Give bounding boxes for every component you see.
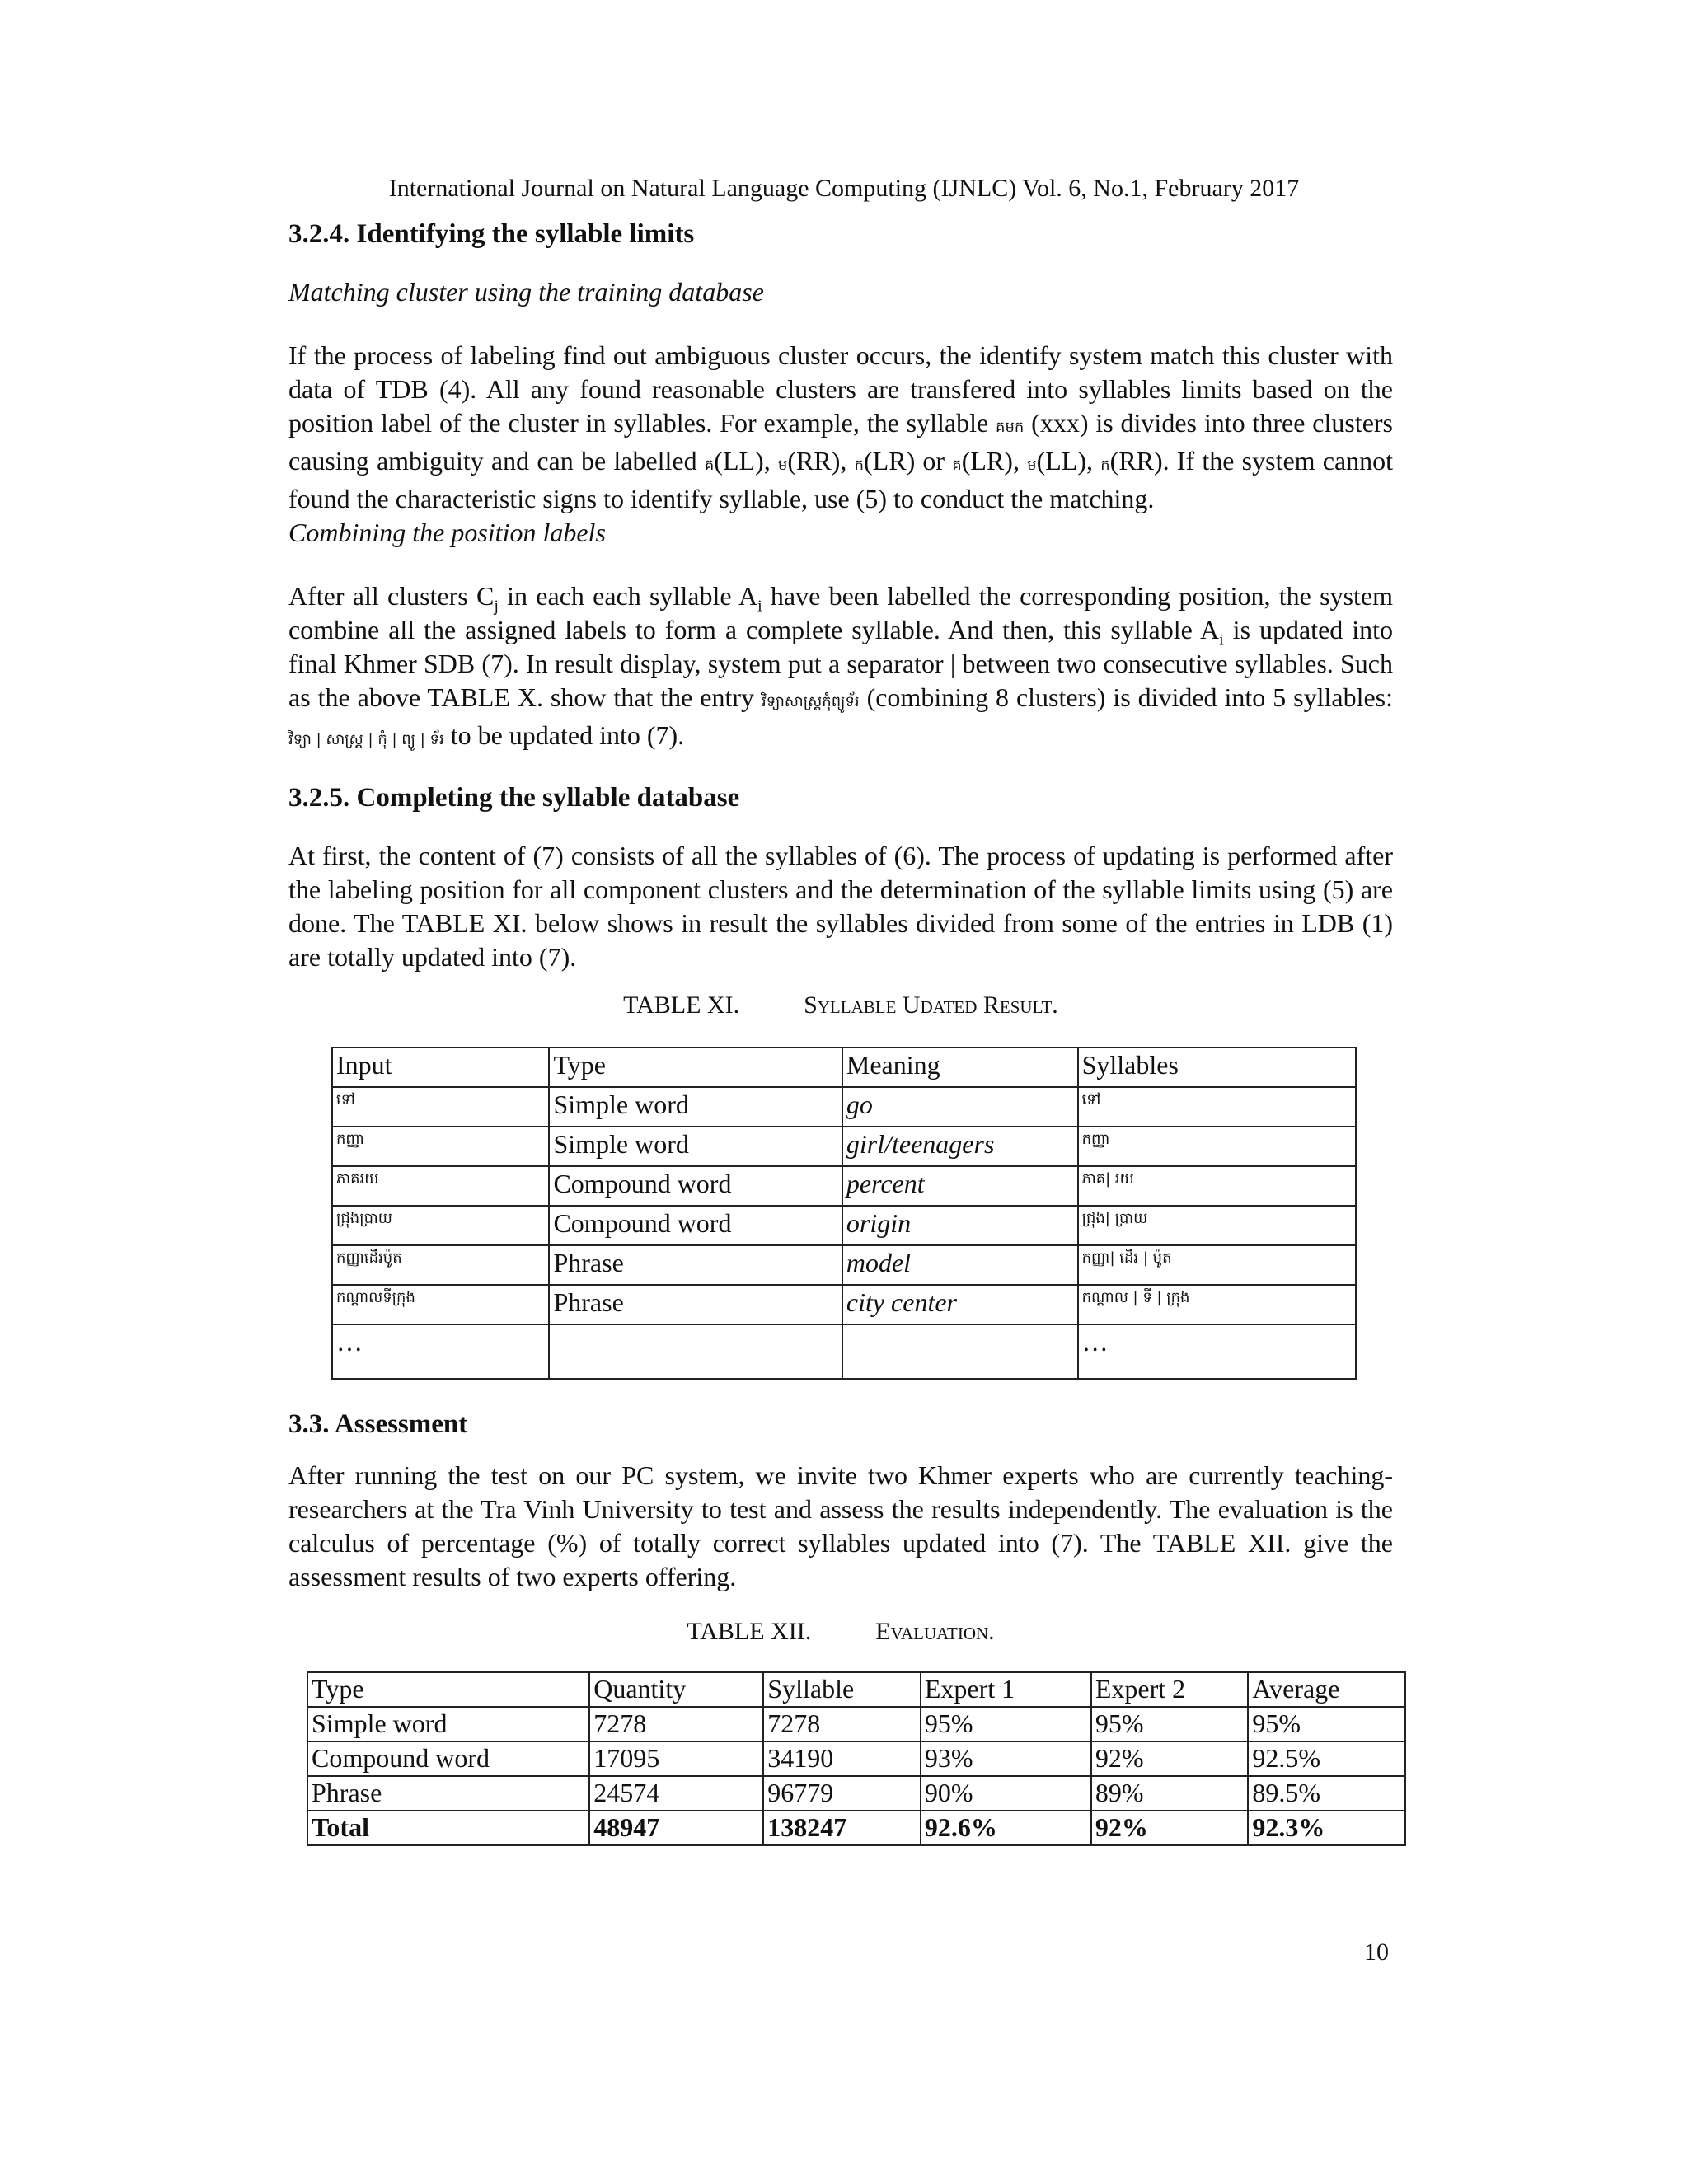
type-cell: Simple word xyxy=(549,1127,842,1166)
input-cell: ជ្រុងប្រាយ xyxy=(332,1206,549,1245)
table-row xyxy=(332,1206,1356,1245)
type-cell: Compound word xyxy=(549,1166,842,1206)
table-row xyxy=(332,1285,1356,1324)
syllable-cell: 96779 xyxy=(763,1776,921,1811)
section-3-2-4-title: 3.2.4. Identifying the syllable limits xyxy=(288,219,695,249)
expert-2-cell: 95% xyxy=(1091,1707,1249,1741)
syllables-cell: កញ្ញា| ដើរ | ម៉ូត xyxy=(1078,1245,1356,1285)
table-row xyxy=(307,1776,1405,1811)
average-cell: 92.3% xyxy=(1248,1811,1405,1845)
meaning-cell: percent xyxy=(842,1166,1078,1206)
syllable-cell: 7278 xyxy=(763,1707,921,1741)
expert-1-cell: 95% xyxy=(921,1707,1091,1741)
type-cell: Compound word xyxy=(307,1741,589,1776)
table-12 xyxy=(307,1671,1406,1846)
type-cell: Total xyxy=(307,1811,589,1845)
table-header-cell: Syllable xyxy=(763,1672,921,1707)
syllables-cell: កណ្តាល | ទី | ក្រុង xyxy=(1078,1285,1356,1324)
meaning-cell xyxy=(842,1324,1078,1379)
type-cell: Compound word xyxy=(549,1206,842,1245)
table-header-cell: Average xyxy=(1248,1672,1405,1707)
table-header-cell: Type xyxy=(307,1672,589,1707)
table-11-caption: TABLE XI. Syllable Udated Result. xyxy=(623,991,1058,1019)
expert-2-cell: 89% xyxy=(1091,1776,1249,1811)
syllable-cell: 138247 xyxy=(763,1811,921,1845)
page-number: 10 xyxy=(1364,1938,1389,1966)
input-cell: ភាគរយ xyxy=(332,1166,549,1206)
quantity-cell: 17095 xyxy=(589,1741,763,1776)
table-header-cell: Quantity xyxy=(589,1672,763,1707)
input-cell: កញ្ញា xyxy=(332,1127,549,1166)
syllables-cell: ភាគ| រយ xyxy=(1078,1166,1356,1206)
page-content xyxy=(288,216,1393,1846)
table-12-caption: TABLE XII. Evaluation. xyxy=(687,1618,995,1645)
syllables-cell: កញ្ញា xyxy=(1078,1127,1356,1166)
meaning-cell: girl/teenagers xyxy=(842,1127,1078,1166)
syllable-cell: 34190 xyxy=(763,1741,921,1776)
type-cell: Phrase xyxy=(307,1776,589,1811)
table-11 xyxy=(331,1047,1357,1380)
section-3-2-5-title: 3.2.5. Completing the syllable database xyxy=(288,783,740,813)
table-header-cell: Type xyxy=(549,1047,842,1087)
expert-1-cell: 93% xyxy=(921,1741,1091,1776)
type-cell: Phrase xyxy=(549,1285,842,1324)
meaning-cell: origin xyxy=(842,1206,1078,1245)
syllables-cell: … xyxy=(1078,1324,1356,1379)
meaning-cell: model xyxy=(842,1245,1078,1285)
quantity-cell: 48947 xyxy=(589,1811,763,1845)
expert-2-cell: 92% xyxy=(1091,1741,1249,1776)
input-cell: កណ្តាលទីក្រុង xyxy=(332,1285,549,1324)
input-cell: ទៅ xyxy=(332,1087,549,1127)
input-cell: កញ្ញាដើរម៉ូត xyxy=(332,1245,549,1285)
table-header-cell: Expert 2 xyxy=(1091,1672,1249,1707)
subsection-matching-cluster: Matching cluster using the training database xyxy=(288,277,764,307)
paragraph-assessment: After running the test on our PC system, we invite two Khmer experts who are currently teaching-researchers at the Tra Vinh University to test and assess the results independently. The evaluation is the calculus of percentage (%) of totally correct syllables updated into (7). The TABLE XII. give the assessment results of two experts offering. xyxy=(288,1460,1393,1591)
quantity-cell: 7278 xyxy=(589,1707,763,1741)
table-header-cell: Expert 1 xyxy=(921,1672,1091,1707)
type-cell xyxy=(549,1324,842,1379)
table-row xyxy=(332,1166,1356,1206)
table-row xyxy=(332,1245,1356,1285)
table-total-row xyxy=(307,1811,1405,1845)
table-row xyxy=(307,1707,1405,1741)
quantity-cell: 24574 xyxy=(589,1776,763,1811)
syllables-cell: ជ្រុង| ប្រាយ xyxy=(1078,1206,1356,1245)
table-12-header xyxy=(307,1672,1405,1707)
average-cell: 89.5% xyxy=(1248,1776,1405,1811)
paragraph-completing: At first, the content of (7) consists of all the syllables of (6). The process of updating is performed after the labeling position for all component clusters and the determination of the syllable limits using (5) are done. The TABLE XI. below shows in result the syllables divided from some of the entries in LDB (1) are totally updated into (7). xyxy=(288,841,1393,972)
meaning-cell: city center xyxy=(842,1285,1078,1324)
meaning-cell: go xyxy=(842,1087,1078,1127)
section-3-3-title: 3.3. Assessment xyxy=(288,1409,468,1439)
table-row xyxy=(332,1087,1356,1127)
table-header-cell: Input xyxy=(332,1047,549,1087)
table-header-cell: Meaning xyxy=(842,1047,1078,1087)
syllables-cell: ទៅ xyxy=(1078,1087,1356,1127)
type-cell: Simple word xyxy=(549,1087,842,1127)
paragraph-combining: After all clusters $C_j$ in each each syllable $A_i$ have been labelled the corresponding position, the system combine all the assigned labels to form a complete syllable. And then, this syllable $A_i$ is updated into final Khmer SDB (7). In result display, system put a separator | between two consecutive syllables. Such as the above TABLE X. show that the entry វិទ្យាសាស្ត្រកុំព្យូទ័រ (combining 8 clusters) is divided into 5 syllables: វិទ្យា | សាស្ត្រ | កុំ | ព្យូ | ទ័រ to be updated into (7). xyxy=(288,581,1394,750)
table-header-cell: Syllables xyxy=(1078,1047,1356,1087)
subsection-combining-labels: Combining the position labels xyxy=(288,518,606,547)
type-cell: Phrase xyxy=(549,1245,842,1285)
table-row xyxy=(307,1741,1405,1776)
running-header: International Journal on Natural Language Computing (IJNLC) Vol. 6, No.1, February 2017 xyxy=(388,175,1300,202)
expert-1-cell: 92.6% xyxy=(921,1811,1091,1845)
table-row xyxy=(332,1127,1356,1166)
expert-1-cell: 90% xyxy=(921,1776,1091,1811)
table-11-header xyxy=(332,1047,1356,1087)
type-cell: Simple word xyxy=(307,1707,589,1741)
input-cell: … xyxy=(332,1324,549,1379)
paragraph-matching: If the process of labeling find out ambiguous cluster occurs, the identify system match this cluster with data of TDB (4). All any found reasonable clusters are transfered into syllables limits based on the position label of the cluster in syllables. For example, the syllable គមក (xxx) is divides into three clusters causing ambiguity and can be labelled គ(LL), ម(RR), ក(LR) or គ(LR), ម(LL), ក(RR). If the system cannot found the characteristic signs to identify syllable, use (5) to conduct the matching. xyxy=(288,340,1394,513)
average-cell: 92.5% xyxy=(1248,1741,1405,1776)
expert-2-cell: 92% xyxy=(1091,1811,1249,1845)
table-row xyxy=(332,1324,1356,1379)
average-cell: 95% xyxy=(1248,1707,1405,1741)
